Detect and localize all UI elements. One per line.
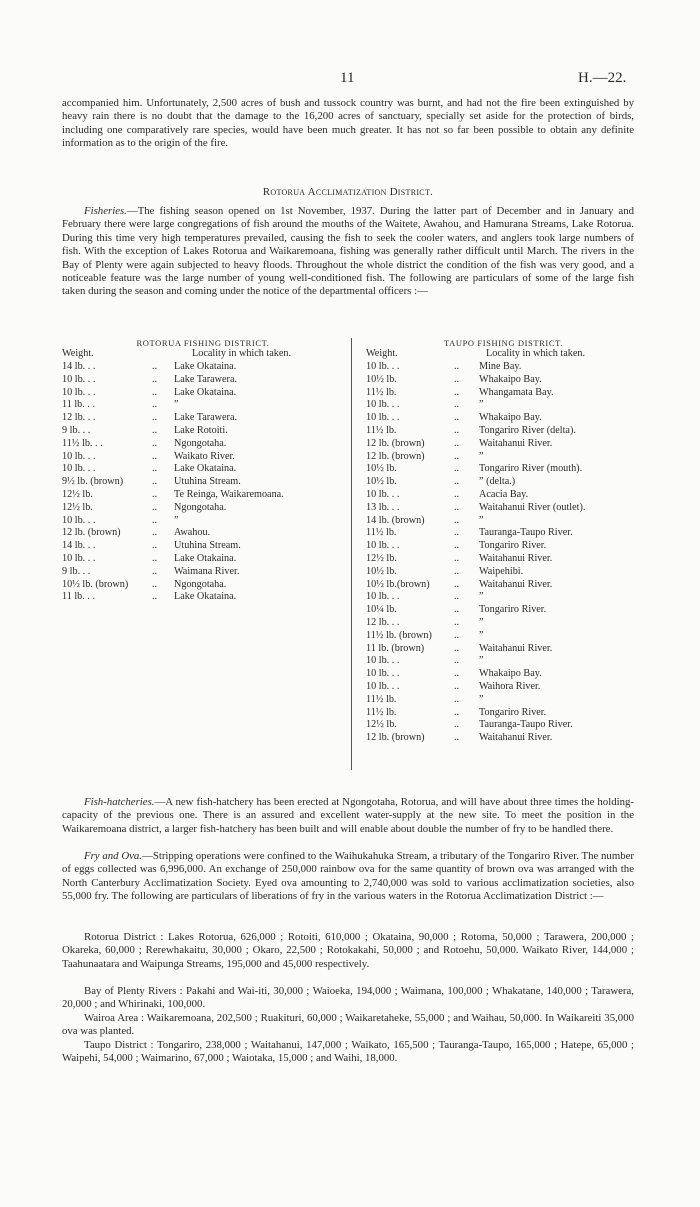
fish-locality: Lake Okataina.	[174, 361, 237, 372]
fish-locality: Ngongotaha.	[174, 578, 227, 590]
fish-weight: 14 lb. (brown)	[366, 514, 425, 526]
fish-locality: ”	[479, 514, 484, 526]
fish-locality: Mine Bay.	[479, 361, 522, 372]
leader-dots: ..	[454, 463, 460, 475]
fish-locality: Waitahanui River.	[479, 578, 553, 590]
fish-weight: 11½ lb.	[366, 527, 397, 539]
table-row	[366, 476, 641, 489]
fish-locality: Tongariro River.	[479, 604, 547, 616]
table-row	[366, 540, 641, 553]
fry-ova-label: Fry and Ova.	[84, 850, 143, 862]
fish-weight: 10 lb. . .	[366, 540, 400, 552]
fish-locality: ”	[479, 399, 484, 411]
taupo-table-header	[366, 348, 641, 361]
leader-dots: ..	[454, 540, 460, 552]
leader-dots: ..	[454, 373, 460, 385]
fish-weight: 10½ lb.	[366, 476, 397, 488]
table-row	[62, 591, 344, 604]
taupo-table-rows	[366, 361, 641, 745]
rotorua-table-header	[62, 348, 344, 361]
fish-locality: Whakaipo Bay.	[479, 412, 542, 424]
leader-dots: ..	[454, 424, 460, 436]
leader-dots: ..	[454, 668, 460, 680]
fish-weight: 10 lb. . .	[366, 412, 400, 424]
fish-weight: 10 lb. . .	[62, 386, 96, 398]
leader-dots: ..	[454, 476, 460, 488]
fish-weight: 11½ lb.	[366, 386, 397, 398]
table-row	[366, 451, 641, 464]
leader-dots: ..	[152, 399, 158, 411]
table-row	[62, 540, 344, 553]
fish-weight: 13 lb. . .	[366, 501, 400, 513]
leader-dots: ..	[454, 706, 460, 718]
leader-dots: ..	[454, 719, 460, 731]
leader-dots: ..	[454, 361, 460, 372]
table-row	[62, 515, 344, 528]
fish-locality: Waimana River.	[174, 565, 240, 577]
table-row	[62, 399, 344, 412]
fry-ova-paragraph	[62, 850, 634, 904]
column-divider	[351, 338, 352, 770]
leader-dots: ..	[152, 501, 158, 513]
fish-locality: Whangamata Bay.	[479, 386, 554, 398]
fish-locality: Ngongotaha.	[174, 501, 227, 513]
fish-weight: 11 lb. . .	[62, 591, 96, 603]
table-row	[366, 655, 641, 668]
fish-locality: Lake Okataina.	[174, 463, 237, 475]
leader-dots: ..	[454, 386, 460, 398]
fish-locality: Whakaipo Bay.	[479, 373, 542, 385]
fish-weight: 10 lb. . .	[366, 488, 400, 500]
fish-locality: Waitahanui River.	[479, 437, 553, 449]
liberation-paragraph: Bay of Plenty Rivers : Pakahi and Wai-iti, 30,000 ; Waioeka, 194,000 ; Waimana, 100,000 ; Whakatane, 140,000 ; Tarawera, 20,000 ; and Whirinaki, 100,000.	[62, 985, 634, 1011]
table-row	[366, 502, 641, 515]
fish-weight: 9 lb. . .	[62, 424, 91, 436]
leader-dots: ..	[454, 732, 460, 744]
fish-weight: 11 lb. . .	[62, 399, 96, 411]
hatcheries-text: —A new fish-hatchery has been erected at Ngongotaha, Rotorua, and will have about three times the holding-capacity of the previous one. There is an assured and excellent water-supply at the new site. To meet the position in the Waikaremoana district, a larger fish-hatchery has been built and will enable about double the number of fry to be handled there.	[62, 796, 634, 835]
leader-dots: ..	[454, 399, 460, 411]
weight-column-header: Weight.	[62, 348, 94, 359]
fish-weight: 11½ lb. (brown)	[366, 629, 432, 641]
fish-locality: Tongariro River (mouth).	[479, 463, 583, 475]
section-heading: Rotorua Acclimatization District.	[262, 186, 434, 198]
fish-locality: ”	[174, 399, 179, 411]
fish-weight: 10 lb. . .	[366, 668, 400, 680]
rotorua-table-title: ROTORUA FISHING DISTRICT.	[136, 338, 270, 348]
rotorua-table-rows	[62, 361, 344, 604]
leader-dots: ..	[454, 680, 460, 692]
fish-locality: ” (delta.)	[479, 476, 516, 488]
fish-weight: 10 lb. . .	[62, 463, 96, 475]
fish-weight: 9 lb. . .	[62, 565, 91, 577]
fish-weight: 14 lb. . .	[62, 361, 96, 372]
fish-weight: 12½ lb.	[62, 501, 93, 513]
locality-column-header: Locality in which taken.	[192, 348, 292, 359]
table-row	[366, 515, 641, 528]
locality-column-header: Locality in which taken.	[486, 348, 586, 359]
table-row	[366, 668, 641, 681]
liberation-paragraph: Rotorua District : Lakes Rotorua, 626,000 ; Rotoiti, 610,000 ; Okataina, 90,000 ; Rotoma, 50,000 ; Tarawera, 200,000 ; Okareka, 60,000 ; Rerewhakaitu, 30,000 ; Okaro, 22,500 ; Rotokakahi, 50,000 ; and Rotoehu, 50,000. Waikato River, 144,000 ; Taahunaatara and Waipunga Streams, 195,000 and 45,000 respectively.	[62, 931, 634, 970]
fish-locality: Utuhina Stream.	[174, 540, 241, 552]
hatcheries-label: Fish-hatcheries.	[84, 796, 155, 808]
fish-weight: 12 lb. . .	[62, 412, 96, 424]
fish-weight: 12½ lb.	[366, 552, 397, 564]
table-row	[366, 374, 641, 387]
fish-locality: Tauranga-Taupo River.	[479, 719, 573, 731]
leader-dots: ..	[152, 437, 158, 449]
leader-dots: ..	[454, 501, 460, 513]
table-row	[62, 463, 344, 476]
fish-locality: Lake Rotoiti.	[174, 424, 228, 436]
table-row	[366, 361, 641, 374]
table-row	[366, 489, 641, 502]
fish-locality: ”	[479, 655, 484, 667]
fish-locality: Waitahanui River (outlet).	[479, 501, 586, 513]
table-row	[366, 527, 641, 540]
leader-dots: ..	[454, 629, 460, 641]
fish-weight: 12½ lb.	[62, 488, 93, 500]
fish-locality: Lake Otakaina.	[174, 552, 237, 564]
fish-weight: 10 lb. . .	[62, 514, 96, 526]
table-row	[62, 553, 344, 566]
intro-paragraph: accompanied him. Unfortunately, 2,500 acres of bush and tussock country was burnt, and had not the fire been extinguished by heavy rain there is no doubt that the damage to the 16,200 acres of sanctuary, specially set aside for the protection of birds, including one comparatively rare species, would have been much greater. It has not so far been possible to obtain any definite information as to the origin of the fire.	[62, 97, 634, 150]
table-row	[366, 604, 641, 617]
table-row	[62, 476, 344, 489]
table-row	[366, 579, 641, 592]
fish-locality: ”	[479, 591, 484, 603]
fish-weight: 14 lb. . .	[62, 540, 96, 552]
table-row	[366, 553, 641, 566]
fisheries-paragraph	[62, 205, 634, 299]
fish-locality: Waikato River.	[174, 450, 235, 462]
fish-weight: 12 lb. (brown)	[366, 437, 425, 449]
table-row	[366, 399, 641, 412]
fish-locality: Lake Tarawera.	[174, 373, 238, 385]
leader-dots: ..	[454, 488, 460, 500]
fish-weight: 10½ lb.(brown)	[366, 578, 430, 590]
leader-dots: ..	[152, 591, 158, 603]
fish-locality: Lake Okataina.	[174, 591, 237, 603]
leader-dots: ..	[454, 642, 460, 654]
fish-weight: 11½ lb.	[366, 693, 397, 705]
table-row	[366, 425, 641, 438]
fisheries-label: Fisheries.	[84, 205, 127, 217]
fish-weight: 12 lb. . .	[366, 616, 400, 628]
fish-weight: 10½ lb.	[366, 565, 397, 577]
fish-locality: Waihora River.	[479, 680, 541, 692]
fish-locality: Waipehibi.	[479, 565, 524, 577]
table-row	[366, 387, 641, 400]
table-row	[366, 707, 641, 720]
fish-locality: Utuhina Stream.	[174, 476, 241, 488]
table-row	[366, 719, 641, 732]
leader-dots: ..	[152, 373, 158, 385]
fish-weight: 10 lb. . .	[366, 680, 400, 692]
fish-locality: Awahou.	[174, 527, 211, 539]
leader-dots: ..	[152, 412, 158, 424]
table-row	[366, 412, 641, 425]
fish-locality: Ngongotaha.	[174, 437, 227, 449]
fish-locality: ”	[479, 450, 484, 462]
leader-dots: ..	[152, 386, 158, 398]
fish-weight: 12½ lb.	[366, 719, 397, 731]
leader-dots: ..	[454, 693, 460, 705]
leader-dots: ..	[152, 488, 158, 500]
fish-locality: Te Reinga, Waikaremoana.	[174, 488, 284, 500]
rotorua-fishing-table	[62, 338, 344, 604]
fish-locality: Tongariro River.	[479, 540, 547, 552]
table-row	[62, 566, 344, 579]
table-row	[62, 489, 344, 502]
table-row	[366, 463, 641, 476]
leader-dots: ..	[454, 552, 460, 564]
leader-dots: ..	[454, 514, 460, 526]
fish-locality: Tongariro River.	[479, 706, 547, 718]
leader-dots: ..	[454, 655, 460, 667]
fish-weight: 12 lb. (brown)	[366, 732, 425, 744]
leader-dots: ..	[454, 437, 460, 449]
liberation-paragraph: Wairoa Area : Waikaremoana, 202,500 ; Ruakituri, 60,000 ; Waikaretaheke, 55,000 ; and Waihau, 50,000. In Waikareiti 35,000 ova was planted.	[62, 1012, 634, 1038]
table-row	[366, 438, 641, 451]
leader-dots: ..	[152, 424, 158, 436]
leader-dots: ..	[152, 463, 158, 475]
leader-dots: ..	[454, 604, 460, 616]
fish-locality: Lake Tarawera.	[174, 412, 238, 424]
fish-weight: 9½ lb. (brown)	[62, 476, 124, 488]
fish-weight: 10 lb. . .	[366, 399, 400, 411]
liberation-paragraph: Taupo District : Tongariro, 238,000 ; Waitahanui, 147,000 ; Waikato, 165,500 ; Tauranga-Taupo, 165,000 ; Hatepe, 65,000 ; Waipehi, 54,000 ; Waimarino, 67,000 ; Waiotaka, 15,000 ; and Waihi, 18,000.	[62, 1039, 634, 1065]
taupo-fishing-table	[366, 338, 641, 745]
fish-weight: 10½ lb.	[366, 463, 397, 475]
fish-weight: 11½ lb.	[366, 424, 397, 436]
fish-locality: ”	[174, 514, 179, 526]
table-row	[366, 591, 641, 604]
leader-dots: ..	[152, 578, 158, 590]
table-row	[62, 438, 344, 451]
table-row	[62, 374, 344, 387]
table-row	[366, 732, 641, 745]
fish-weight: 10½ lb.	[366, 373, 397, 385]
leader-dots: ..	[152, 361, 158, 372]
fish-locality: Whakaipo Bay.	[479, 668, 542, 680]
fry-ova-text: —Stripping operations were confined to the Waihukahuka Stream, a tributary of the Tongariro River. The number of eggs collected was 6,996,000. An exchange of 250,000 rainbow ova for the same quantity of brown ova was arranged with the North Canterbury Acclimatization Society. Eyed ova amounting to 2,740,000 was sold to various acclimatization societies, also 55,000 fry. The following are particulars of liberations of fry in the various waters in the Rotorua Acclimatization District :—	[62, 850, 635, 903]
fish-locality: Waitahanui River.	[479, 732, 553, 744]
fish-weight: 10¼ lb.	[366, 604, 397, 616]
hatcheries-paragraph	[62, 796, 634, 836]
fish-weight: 10 lb. . .	[62, 450, 96, 462]
leader-dots: ..	[454, 565, 460, 577]
fisheries-text: —The fishing season opened on 1st November, 1937. During the latter part of December and in January and February there were large congregations of fish around the mouths of the Waitete, Awahou, and Hamurana Streams, Lake Rotorua. During this time very high temperatures prevailed, causing the fish to seek the cooler waters, and anglers took large numbers of fish. With the exception of Lakes Rotorua and Waikaremoana, fishing was generally rather difficult until March. The rivers in the Bay of Plenty were again subjected to heavy floods. Throughout the whole district the condition of the fish was very good, and a noticeable feature was the large number of young well-conditioned fish. The following are particulars of some of the large fish taken during the season and coming under the notice of the departmental officers :—	[62, 205, 634, 298]
leader-dots: ..	[454, 527, 460, 539]
leader-dots: ..	[454, 578, 460, 590]
table-row	[62, 361, 344, 374]
fish-weight: 11½ lb.	[366, 706, 397, 718]
fish-locality: Acacia Bay.	[479, 488, 529, 500]
leader-dots: ..	[152, 514, 158, 526]
leader-dots: ..	[454, 412, 460, 424]
fish-weight: 10 lb. . .	[366, 361, 400, 372]
page-number: 11	[340, 70, 355, 86]
leader-dots: ..	[152, 476, 158, 488]
leader-dots: ..	[152, 540, 158, 552]
table-row	[366, 643, 641, 656]
table-row	[62, 425, 344, 438]
table-row	[62, 387, 344, 400]
table-row	[62, 451, 344, 464]
fish-locality: Tauranga-Taupo River.	[479, 527, 573, 539]
fish-locality: Lake Okataina.	[174, 386, 237, 398]
table-row	[62, 502, 344, 515]
table-row	[62, 579, 344, 592]
table-row	[366, 694, 641, 707]
weight-column-header: Weight.	[366, 348, 398, 359]
fish-weight: 10½ lb. (brown)	[62, 578, 129, 590]
fish-weight: 10 lb. . .	[366, 591, 400, 603]
fish-weight: 10 lb. . .	[62, 373, 96, 385]
fish-locality: Tongariro River (delta).	[479, 424, 576, 436]
leader-dots: ..	[152, 527, 158, 539]
table-row	[62, 527, 344, 540]
table-row	[366, 681, 641, 694]
leader-dots: ..	[152, 565, 158, 577]
table-row	[366, 630, 641, 643]
document-reference: H.—22.	[578, 70, 627, 86]
leader-dots: ..	[152, 450, 158, 462]
table-row	[62, 412, 344, 425]
fish-weight: 10 lb. . .	[366, 655, 400, 667]
leader-dots: ..	[454, 591, 460, 603]
fish-weight: 11½ lb. . .	[62, 437, 103, 449]
fish-weight: 11 lb. (brown)	[366, 642, 425, 654]
leader-dots: ..	[454, 616, 460, 628]
fish-locality: Waitahanui River.	[479, 552, 553, 564]
table-row	[366, 566, 641, 579]
fish-weight: 12 lb. (brown)	[62, 527, 121, 539]
leader-dots: ..	[454, 450, 460, 462]
fish-locality: Waitahanui River.	[479, 642, 553, 654]
fish-weight: 12 lb. (brown)	[366, 450, 425, 462]
fish-weight: 10 lb. . .	[62, 552, 96, 564]
fish-locality: ”	[479, 693, 484, 705]
leader-dots: ..	[152, 552, 158, 564]
table-row	[366, 617, 641, 630]
fish-locality: ”	[479, 616, 484, 628]
taupo-table-title: TAUPO FISHING DISTRICT.	[444, 338, 563, 348]
fish-locality: ”	[479, 629, 484, 641]
